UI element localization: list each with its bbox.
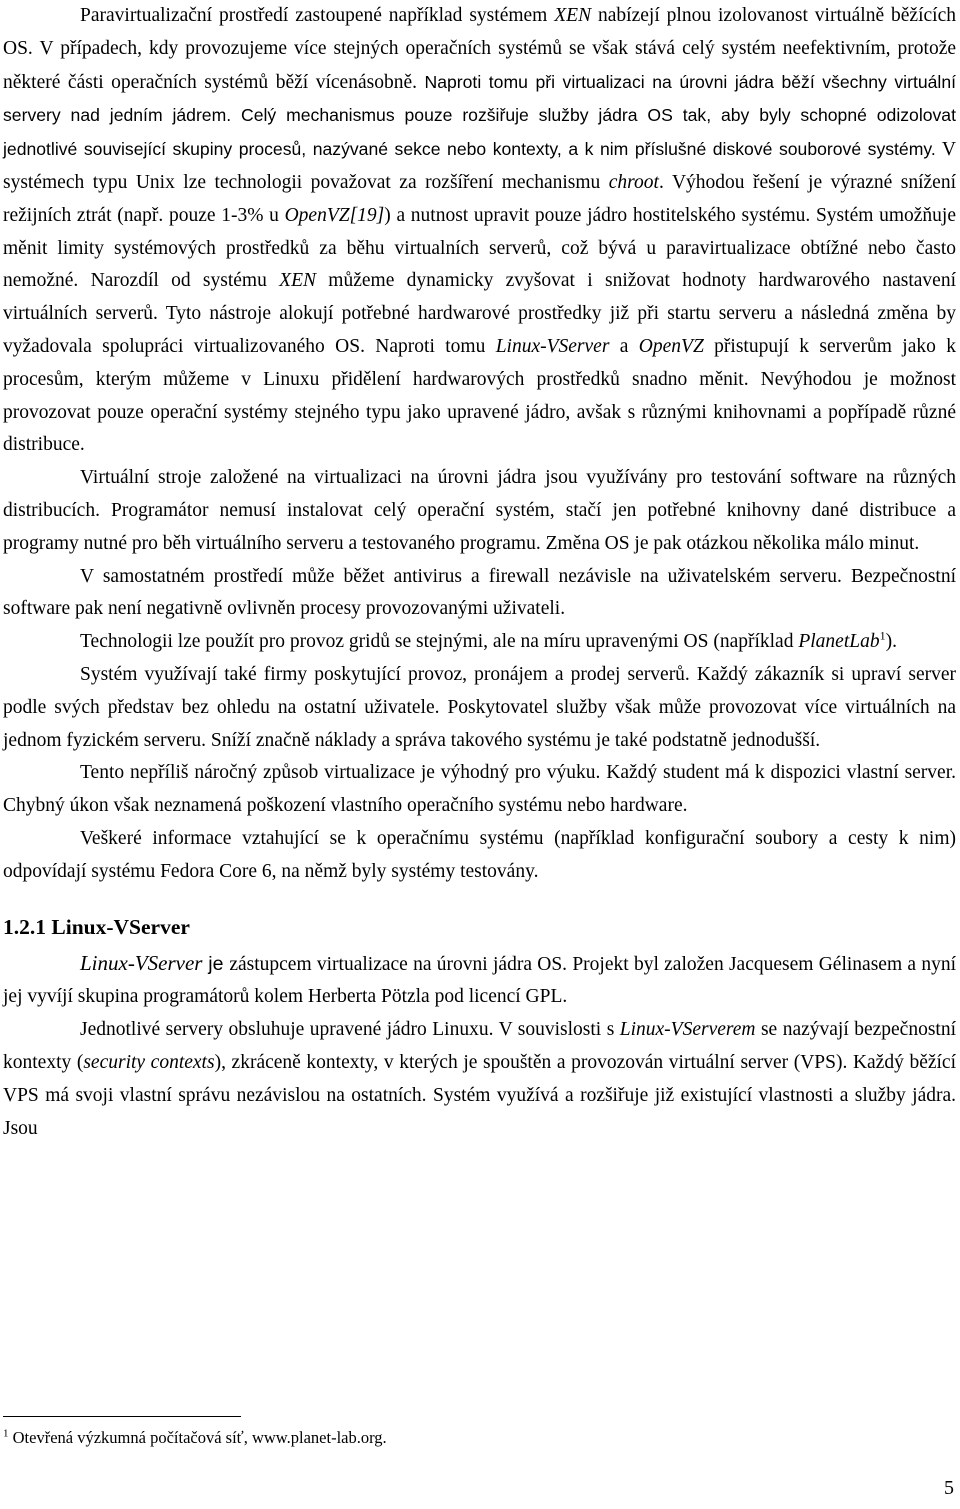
paragraph-testing: Virtuální stroje založené na virtualizaci na úrovni jádra jsou využívány pro testování software na různých distribucích. Programátor nemusí instalovat celý operační systém, stačí jen potřebné knihovny dané distribuce a programy nutné pro běh virtuálního serveru a testovaného programu. Změna OS je pak otázkou několika málo minut. — [3, 467, 956, 554]
paragraph-paravirtualization: Paravirtualizační prostředí zastoupené například systémem XEN nabízejí plnou izolovanost virtuálně běžících OS. V případech, kdy provozujeme více stejných operačních systémů se však stává celý systém neefektivním, protože některé části operačních systémů běží vícenásobně. Naproti tomu při virtualizaci na úrovni jádra běží všechny virtuální servery nad jedním jádrem. Celý mechanismus pouze rozšiřuje služby jádra OS tak, aby byly schopné odizolovat jednotlivé související skupiny procesů, nazývané sekce nebo kontexty, a k nim příslušné diskové souborové systémy. V systémech typu Unix lze technologii považovat za rozšíření mechanismu chroot. Výhodou řešení je výrazné snížení režijních ztrát (např. pouze 1-3% u OpenVZ[19]) a nutnost upravit pouze jádro hostitelského systému. Systém umožňuje měnit limity systémových prostředků za běhu virtualních serverů, což bývá u paravirtualizace obtížné nebo často nemožné. Narozdíl od systému XEN můžeme dynamicky zvyšovat i snižovat hodnoty hardwarového nastavení virtuálních serverů. Tyto nástroje alokují potřebné hardwarové prostředky již při startu serveru a následná změna by vyžadovala spolupráci virtualizovaného OS. Naproti tomu Linux-VServer a OpenVZ přistupují k serverům jako k procesům, kterým můžeme v Linuxu přidělení hardwarových prostředků snadno měnit. Nevýhodou je možnost provozovat pouze operační systémy stejného typu jako upravené jádro, avšak s různými knihovnami a popřípadě různé distribuce. — [3, 5, 956, 456]
paragraph-grids: Technologii lze použít pro provoz gridů se stejnými, ale na míru upravenými OS (například PlanetLab$^1$). — [80, 628, 897, 653]
paragraph-security: V samostatném prostředí může běžet antivirus a firewall nezávisle na uživatelském serveru. Bezpečnostní software pak není negativně ovlivněn procesy provozovanými uživateli. — [3, 565, 956, 620]
paragraph-contexts: Jednotlivé servery obsluhuje upravené jádro Linuxu. V souvislosti s Linux-VServerem se nazývají bezpečnostní kontexty (security contexts), zkráceně kontexty, v kterých je spouštěn a provozován virtuální server (VPS). Každý běžící VPS má svoji vlastní správu nezávislou na ostatních. Systém využívá a rozšiřuje již existující vlastnosti a služby jádra. Jsou — [3, 1019, 957, 1139]
document-page — [3, 0, 956, 1145]
paragraph-hosting: Systém využívají také firmy poskytující provoz, pronájem a prodej serverů. Každý zákazník si upraví server podle svých představ bez ohledu na ostatní uživatele. Poskytovatel služby však může provozovat více virtuálních na jednom fyzickém serveru. Sníží značně náklady a správa takového systému je také podstatně jednodušší. — [3, 663, 956, 751]
paragraph-os-info: Veškeré informace vztahující se k operačnímu systému (například konfigurační soubory a cesty k nim) odpovídají systému Fedora Core 6, na němž byly systémy testovány. — [3, 827, 956, 882]
footnote-separator — [3, 1416, 241, 1417]
footnote — [3, 1427, 387, 1449]
page-number: 5 — [944, 1477, 954, 1499]
paragraph-linux-vserver-intro: Linux-VServer je zástupcem virtualizace na úrovni jádra OS. Projekt byl založen Jacquesem Gélinasem a nyní jej vyvíjí skupina programátorů kolem Herberta Pötzla pod licencí GPL. — [3, 950, 956, 1008]
section-heading: 1.2.1 Linux-VServer — [3, 914, 190, 939]
footnote-text: Otevřená výzkumná počítačová síť, www.planet-lab.org. — [8, 1428, 387, 1447]
footnote-mark: 1 — [3, 1427, 9, 1440]
paragraph-education: Tento nepříliš náročný způsob virtualizace je výhodný pro výuku. Každý student má k dispozici vlastní server. Chybný úkon však neznamená poškození vlastního operačního systému nebo hardware. — [3, 762, 956, 817]
footnote-reference[interactable]: 1 — [879, 628, 886, 643]
